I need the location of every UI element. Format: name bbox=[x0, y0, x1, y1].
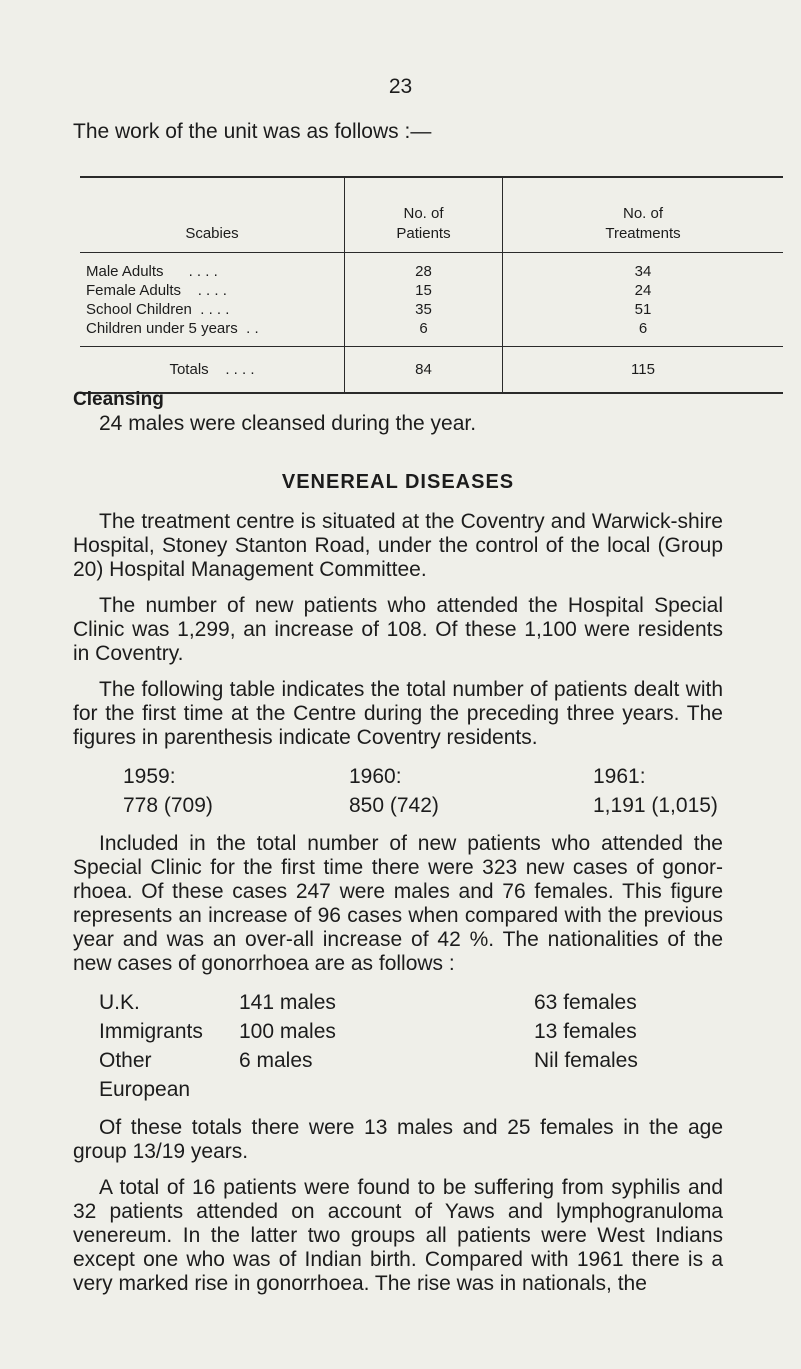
totals-treatments: 115 bbox=[503, 347, 784, 394]
year-value: 850 (742) bbox=[349, 794, 439, 817]
row-leader: . . . . bbox=[188, 263, 218, 280]
row-leader: . . . . bbox=[200, 301, 230, 318]
year-label: 1959: bbox=[123, 765, 176, 788]
row-label: School Children bbox=[86, 301, 192, 318]
nationality-group: U.K. bbox=[99, 991, 140, 1014]
cell-patients: 35 bbox=[345, 300, 503, 319]
cell-treatments: 34 bbox=[503, 253, 784, 282]
nationality-females: 63 females bbox=[534, 991, 637, 1014]
venereal-heading: VENEREAL DISEASES bbox=[281, 471, 515, 493]
cell-treatments: 24 bbox=[503, 281, 784, 300]
body-text bbox=[73, 388, 723, 1308]
cell-patients: 6 bbox=[345, 319, 503, 347]
cleansing-heading: Cleansing bbox=[73, 389, 164, 410]
header-treatments: No. of Treatments bbox=[503, 177, 784, 253]
scabies-table bbox=[80, 176, 783, 394]
header-scabies: Scabies bbox=[80, 177, 345, 253]
year-value: 1,191 (1,015) bbox=[593, 794, 718, 817]
nationality-males: 141 males bbox=[239, 991, 336, 1014]
table-header-row bbox=[80, 177, 783, 253]
cell-treatments: 6 bbox=[503, 319, 784, 347]
row-leader: . . . . bbox=[197, 282, 227, 299]
totals-row bbox=[80, 347, 783, 394]
row-label: Female Adults bbox=[86, 282, 182, 299]
year-label: 1961: bbox=[593, 765, 646, 788]
nationality-females: Nil females bbox=[534, 1049, 638, 1072]
nationality-females: 13 females bbox=[534, 1020, 637, 1043]
paragraph: A total of 16 patients were found to be suffering from syphilis and 32 patients attended on account of Yaws and lymphogranuloma venereum. In the latter two groups all patients were West Indians except one who was of Indian birth. Compared with 1961 there is a very marked rise in gonorrhoea. The rise was in nationals, the bbox=[73, 1176, 723, 1295]
nationality-males: 6 males bbox=[239, 1049, 313, 1072]
cell-patients: 15 bbox=[345, 281, 503, 300]
table-row bbox=[80, 300, 783, 319]
nationalities-table bbox=[99, 988, 723, 1104]
header-patients: No. of Patients bbox=[345, 177, 503, 253]
paragraph: Of these totals there were 13 males and 25 females in the age group 13/19 years. bbox=[73, 1116, 723, 1163]
row-label: Children under 5 years bbox=[86, 320, 238, 337]
table-row bbox=[80, 281, 783, 300]
page-number: 23 bbox=[388, 75, 413, 98]
table-row bbox=[80, 253, 783, 282]
intro-text: The work of the unit was as follows :— bbox=[73, 120, 432, 143]
cleansing-text: 24 males were cleansed during the year. bbox=[99, 412, 477, 435]
paragraph: The number of new patients who attended the Hospital Special Clinic was 1,299, an increase of 108. Of these 1,100 were residents in Coventry. bbox=[73, 594, 723, 665]
paragraph: The following table indicates the total number of patients dealt with for the first time at the Centre during the preceding three years. The figures in parenthesis indicate Coventry residents. bbox=[73, 678, 723, 749]
totals-patients: 84 bbox=[345, 347, 503, 394]
row-leader: . . bbox=[246, 320, 259, 337]
table-row bbox=[80, 319, 783, 347]
year-label: 1960: bbox=[349, 765, 402, 788]
totals-leader: . . . . bbox=[225, 361, 255, 378]
paragraph: Included in the total number of new patients who attended the Special Clinic for the first time there were 323 new cases of gonor-rhoea. Of these cases 247 were males and 76 females. This figure represents an increase of 96 cases when compared with the previous year and was an over-all increase of 42 %. The nationalities of the new cases of gonorrhoea are as follows : bbox=[73, 832, 723, 975]
years-table bbox=[123, 762, 723, 820]
paragraph: The treatment centre is situated at the Coventry and Warwick-shire Hospital, Stoney Stanton Road, under the control of the local (Group 20) Hospital Management Committee. bbox=[73, 510, 723, 581]
nationality-group: Immigrants bbox=[99, 1020, 203, 1043]
row-label: Male Adults bbox=[86, 263, 164, 280]
totals-label: Totals bbox=[169, 361, 209, 378]
year-value: 778 (709) bbox=[123, 794, 213, 817]
cell-treatments: 51 bbox=[503, 300, 784, 319]
cell-patients: 28 bbox=[345, 253, 503, 282]
nationality-males: 100 males bbox=[239, 1020, 336, 1043]
nationality-group: Other European bbox=[99, 1049, 191, 1101]
